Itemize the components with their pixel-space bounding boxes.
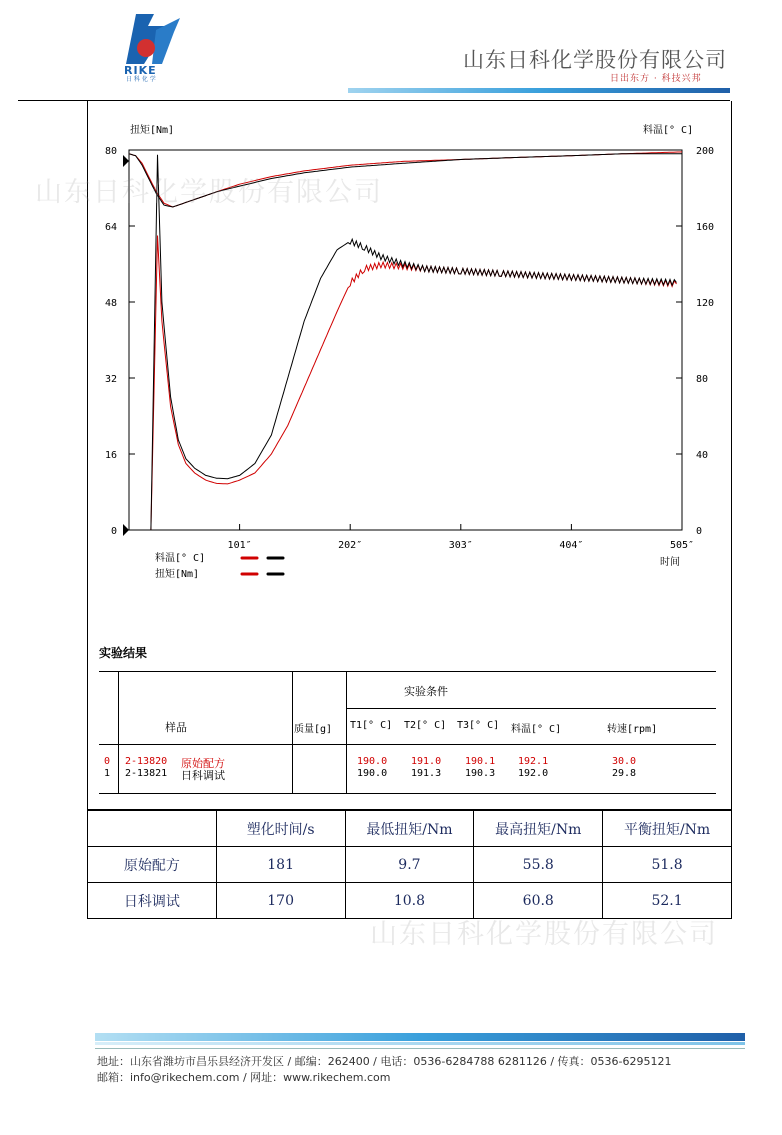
left-tick-label: 48 — [104, 298, 117, 309]
col-temp: 料温[° C] — [511, 724, 562, 735]
col-t2: T2[° C] — [404, 720, 447, 731]
summary-col-3: 最高扭矩/Nm — [474, 811, 603, 847]
row1-speed: 29.8 — [612, 768, 637, 779]
x-tick-label: 101″ — [227, 540, 252, 551]
left-axis-zero-marker-icon — [123, 524, 129, 536]
x-tick-label: 505″ — [669, 540, 695, 551]
logo-mark-icon — [118, 12, 190, 64]
summary-col-4: 平衡扭矩/Nm — [603, 811, 732, 847]
col-t1: T1[° C] — [350, 720, 393, 731]
col-t3: T3[° C] — [457, 720, 500, 731]
right-tick-label: 160 — [696, 222, 715, 233]
summary-header-row — [88, 811, 732, 847]
right-tick-label: 0 — [696, 526, 703, 537]
summary-cell: 原始配方 — [88, 847, 217, 883]
row1-idx: 1 — [104, 768, 111, 779]
footer-color-bar — [95, 1033, 745, 1041]
left-tick-label: 16 — [104, 450, 117, 461]
row0-t1: 190.0 — [357, 756, 388, 767]
legend-label: 扭矩[Nm] — [155, 569, 200, 580]
x-tick-label: 202″ — [338, 540, 363, 551]
row1-t2: 191.3 — [411, 768, 442, 779]
left-axis-label: 扭矩[Nm] — [130, 125, 175, 136]
row0-idx: 0 — [104, 756, 111, 767]
conditions-label: 实验条件 — [404, 685, 448, 698]
summary-cell: 9.7 — [345, 847, 474, 883]
legend-label: 料温[° C] — [155, 553, 206, 564]
summary-cell: 55.8 — [474, 847, 603, 883]
summary-cell: 181 — [216, 847, 345, 883]
series-line-2 — [151, 236, 677, 531]
summary-col-0 — [88, 811, 217, 847]
results-title: 实验结果 — [99, 646, 148, 660]
summary-cell: 170 — [216, 883, 345, 919]
summary-col-2: 最低扭矩/Nm — [345, 811, 474, 847]
logo-text: RIKE — [124, 64, 157, 77]
right-axis-label: 料温[° C] — [643, 125, 694, 136]
summary-cell: 52.1 — [603, 883, 732, 919]
left-tick-label: 32 — [104, 374, 117, 385]
row1-id: 2-13821 — [125, 768, 168, 779]
x-axis-label: 时间 — [660, 557, 680, 568]
watermark-top: 山东日科化学股份有限公司 — [35, 177, 383, 208]
footer-divider — [95, 1048, 745, 1049]
right-tick-label: 40 — [696, 450, 709, 461]
series-line-3 — [151, 155, 677, 530]
summary-cell: 60.8 — [474, 883, 603, 919]
footer-color-bar-thin — [95, 1042, 745, 1045]
logo-subtext: 日 科 化 学 — [126, 76, 156, 83]
footer-contact: 邮箱：info@rikechem.com / 网址：www.rikechem.com — [97, 1071, 391, 1084]
summary-cell: 10.8 — [345, 883, 474, 919]
row1-temp: 192.0 — [518, 768, 549, 779]
header-color-bar — [348, 88, 730, 93]
row1-t3: 190.3 — [465, 768, 496, 779]
left-axis-marker-icon — [123, 155, 129, 167]
conditions-table — [99, 671, 716, 794]
left-tick-label: 64 — [104, 222, 117, 233]
row0-name: 原始配方 — [181, 757, 225, 770]
right-tick-label: 120 — [696, 298, 715, 309]
col-sample: 样品 — [165, 721, 187, 734]
x-tick-label: 303″ — [448, 540, 473, 551]
summary-cell: 51.8 — [603, 847, 732, 883]
company-name: 山东日科化学股份有限公司 — [463, 48, 727, 72]
right-tick-label: 200 — [696, 146, 715, 157]
left-tick-label: 0 — [110, 526, 117, 537]
col-speed: 转速[rpm] — [607, 724, 658, 735]
row0-speed: 30.0 — [612, 756, 637, 767]
row0-temp: 192.1 — [518, 756, 549, 767]
x-tick-label: 404″ — [559, 540, 584, 551]
watermark-bottom: 山东日科化学股份有限公司 — [370, 919, 718, 950]
company-slogan: 日出东方 · 科技兴邦 — [610, 74, 702, 84]
left-tick-label: 80 — [104, 146, 117, 157]
row1-t1: 190.0 — [357, 768, 388, 779]
footer-address: 地址：山东省潍坊市昌乐县经济开发区 / 邮编：262400 / 电话：0536-6284788 6281126 / 传真：0536-6295121 — [97, 1055, 672, 1068]
row1-name: 日科调试 — [181, 769, 225, 782]
summary-row — [88, 847, 732, 883]
row0-t3: 190.1 — [465, 756, 496, 767]
right-tick-label: 80 — [696, 374, 709, 385]
summary-table — [87, 810, 732, 919]
summary-cell: 日科调试 — [88, 883, 217, 919]
col-mass: 质量[g] — [294, 724, 333, 735]
row0-id: 2-13820 — [125, 756, 168, 767]
row0-t2: 191.0 — [411, 756, 442, 767]
summary-col-1: 塑化时间/s — [216, 811, 345, 847]
